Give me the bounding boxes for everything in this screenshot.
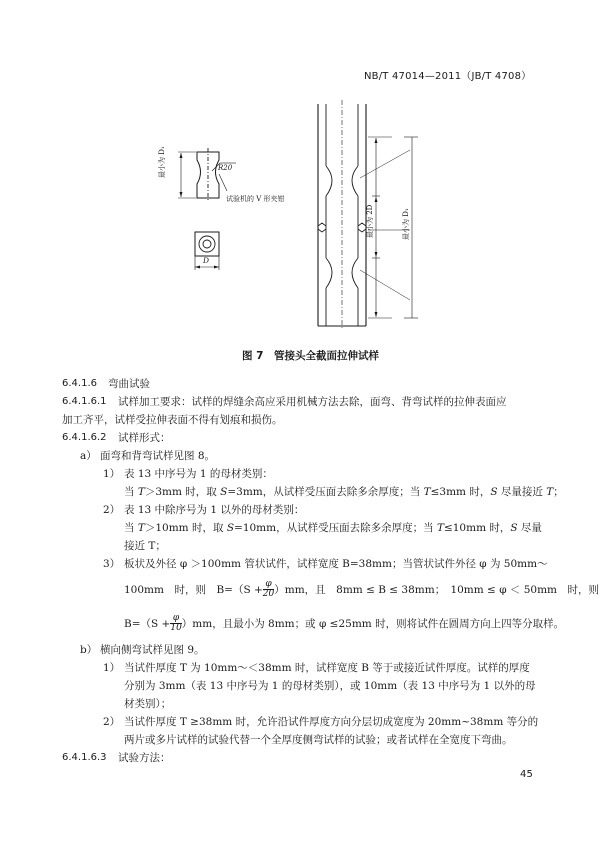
item-a1-head: 表 13 中序号为 1 的母材类别： [124,468,273,480]
item-b2-number: 2） [103,716,121,728]
section-64163-number: 6.4.1.6.3 [62,752,107,763]
section-64163-title: 试验方法： [118,752,171,764]
item-a2-number: 2） [103,504,121,516]
item-a3-line3: B=（S + $\frac{\varphi}{10}$ ）mm，且最小为 8mm；或 φ ≤25mm 时，则将试件在圆周方向上四等分取样。 [124,613,565,633]
label-d: D [203,256,210,265]
label-min-d1-right: 最小为 D₁ [402,208,410,240]
item-a2-head: 表 13 中除序号为 1 以外的母材类别： [124,504,305,516]
item-a3-line2: 100mm 时，则 B=（S + $\frac{\varphi}{20}$ ）mm，且 8mm ≤ B ≤ 38mm； 10mm ≤ φ ＜ 50mm 时，则 [124,579,599,599]
figure-7-drawing [0,0,600,340]
item-a3-line1: 板状及外径 φ ＞100mm 管状试件，试样宽度 B=38mm；当管状试件外径 φ 为 50mm～ [124,558,548,570]
item-a2-line: 当 T＞10mm 时，取 S=10mm，从试样受压面去除多余厚度；当 T≤10mm 时，S 尽量 [124,522,542,534]
item-a1-number: 1） [103,468,121,480]
figure-caption: 图 7 管接头全截面拉伸试样 [242,350,379,362]
item-b-text: 横向侧弯试样见图 9。 [100,644,205,656]
section-64161-line2: 加工齐平，试样受拉伸表面不得有划痕和损伤。 [62,414,283,426]
item-a-label: a） [80,450,97,462]
section-64161-number: 6.4.1.6.1 [62,396,107,407]
item-b2-line2: 两片或多片试样的试验代替一个全厚度侧弯试样的试验；或者试样在全宽度下弯曲。 [124,734,513,746]
standard-number: NB/T 47014—2011（JB/T 4708） [364,71,532,82]
specimen-side-view [178,148,236,202]
label-r20: R20 [218,164,233,172]
label-min-2d: 最小为 2D [366,204,374,238]
label-min-d1-left: 最小为 D₁ [158,146,166,178]
fraction-phi-over-10: $\frac{\varphi}{10}$ [170,613,182,633]
section-64162-title: 试样形式： [118,432,171,444]
section-64162-number: 6.4.1.6.2 [62,432,107,443]
item-a1-line: 当 T＞3mm 时，取 S=3mm，从试样受压面去除多余厚度；当 T≤3mm 时，S 尽量接近 T； [124,486,564,498]
item-b1-line2: 分别为 3mm（表 13 中序号为 1 的母材类别），或 10mm（表 13 中序号为 1 以外的母 [124,680,536,692]
fraction-phi-over-20: $\frac{\varphi}{20}$ [262,579,275,599]
page-number: 45 [520,769,534,780]
item-a3-number: 3） [103,558,121,570]
item-b2-line1: 当试件厚度 T ≥38mm 时，允许沿试件厚度方向分层切成宽度为 20mm~38mm 等分的 [124,716,539,728]
item-a2-line3: 接近 T； [124,540,166,552]
item-b-label: b） [80,644,98,656]
item-b1-line3: 材类别）； [124,698,172,710]
section-6416-number: 6.4.1.6 [62,378,97,389]
item-b1-number: 1） [103,662,121,674]
item-a-text: 面弯和背弯试样见图 8。 [100,450,216,462]
section-6416-title: 弯曲试验 [108,378,150,390]
section-64161-line1: 试样加工要求：试样的焊缝余高应采用机械方法去除，面弯、背弯试样的拉伸表面应 [118,396,507,408]
item-b1-line1: 当试件厚度 T 为 10mm～＜38mm 时，试样宽度 B 等于或接近试件厚度。试样的厚度 [124,662,530,674]
label-v-clamp: 试验机的 V 形夹钳 [226,195,285,203]
